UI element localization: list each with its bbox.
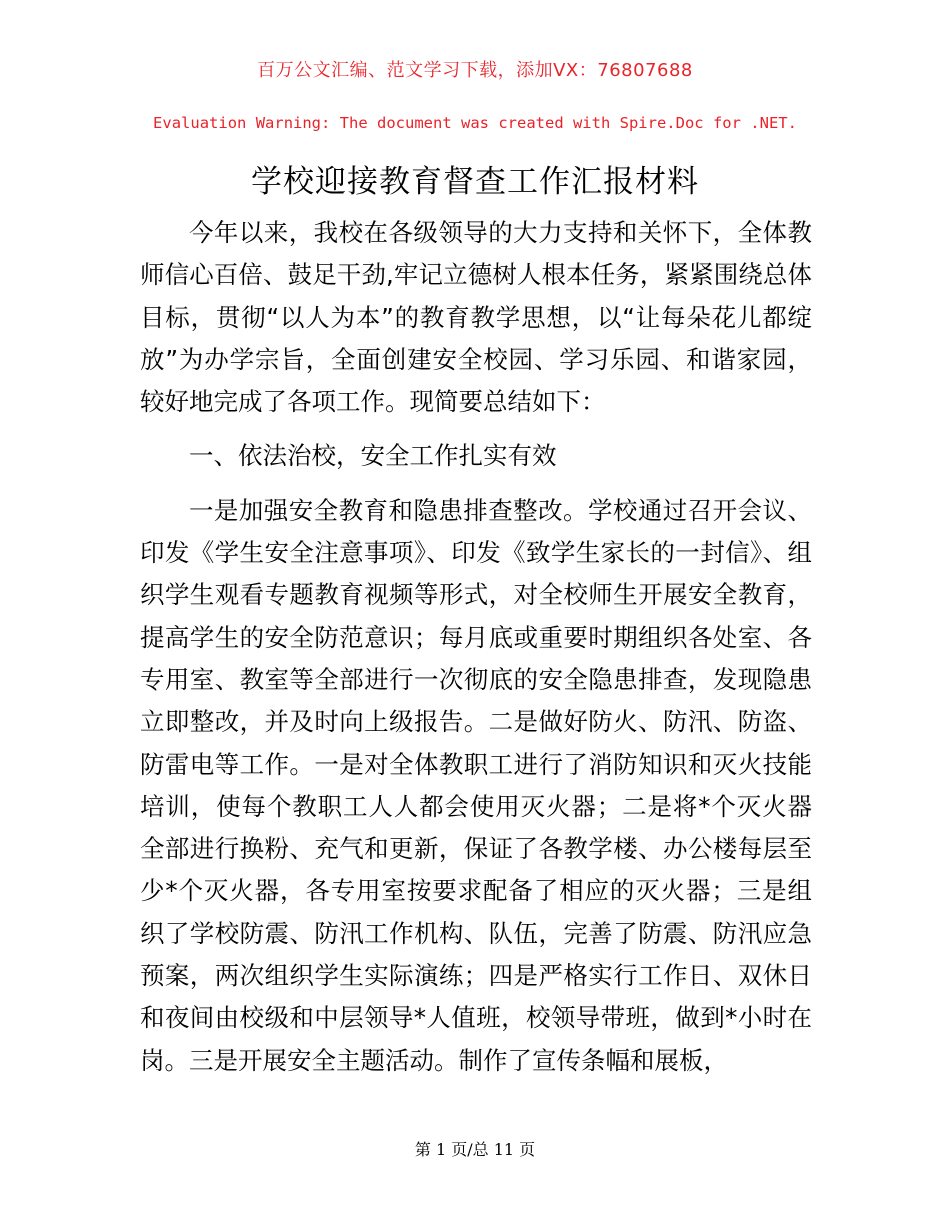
evaluation-warning: Evaluation Warning: The document was created with Spire.Doc for .NET.: [153, 114, 797, 132]
section-heading: 一、依法治校，安全工作扎实有效: [189, 441, 557, 471]
intro-paragraph: 今年以来，我校在各级领导的大力支持和关怀下，全体教师信心百倍、鼓足干劲,牢记立德树人根本任务，紧紧围绕总体目标，贯彻“以人为本”的教育教学思想，以“让每朵花儿都绽放”为办学宗旨，全面创建安全校园、学习乐园、和谐家园，较好地完成了各项工作。现简要总结如下：: [140, 218, 812, 417]
body-paragraph: 一是加强安全教育和隐患排查整改。学校通过召开会议、印发《学生安全注意事项》、印发《致学生家长的一封信》、组织学生观看专题教育视频等形式，对全校师生开展安全教育，提高学生的安全防范意识；每月底或重要时期组织各处室、各专用室、教室等全部进行一次彻底的安全隐患排查，发现隐患立即整改，并及时向上级报告。二是做好防火、防汛、防盗、防雷电等工作。一是对全体教职工进行了消防知识和灭火技能培训，使每个教职工人人都会使用灭火器；二是将*个灭火器全部进行换粉、充气和更新，保证了各教学楼、办公楼每层至少*个灭火器，各专用室按要求配备了相应的灭火器；三是组织了学校防震、防汛工作机构、队伍，完善了防震、防汛应急预案，两次组织学生实际演练；四是严格实行工作日、双休日和夜间由校级和中层领导*人值班，校领导带班，做到*小时在岗。三是开展安全主题活动。制作了宣传条幅和展板，: [140, 495, 812, 1075]
header-ad-text: 百万公文汇编、范文学习下载，添加VX：76807688: [257, 60, 693, 81]
document-title: 学校迎接教育督查工作汇报材料: [251, 164, 699, 200]
page-indicator: 第 1 页/总 11 页: [414, 1140, 536, 1159]
document-body: [140, 212, 812, 1082]
